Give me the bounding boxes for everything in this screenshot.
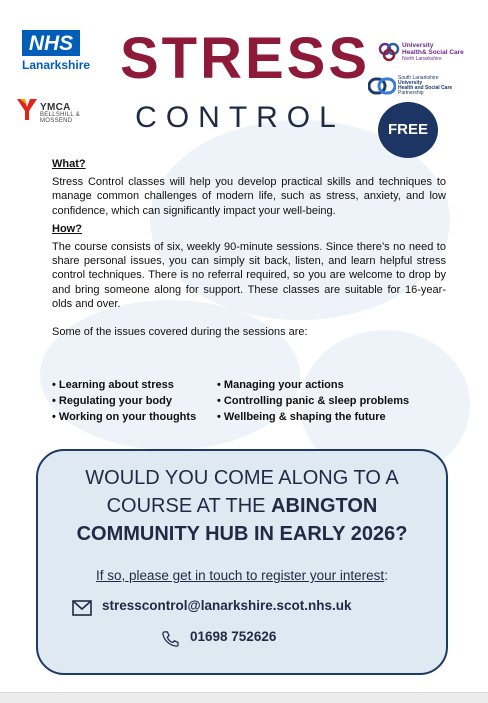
list-item: • Learning about stress: [52, 379, 174, 391]
list-item: • Managing your actions: [217, 379, 344, 391]
hscp-north-line-1: University: [402, 42, 434, 49]
register-text: If so, please get in touch to register your interest: [96, 568, 385, 583]
what-paragraph: Stress Control classes will help you develop practical skills and techniques to manage common challenges of modern life, such as stress, anxiety, and low confidence, which can significantly impact your well-being.: [52, 176, 446, 217]
callout-line-2-plain: COURSE AT THE: [106, 495, 272, 517]
envelope-icon: [72, 600, 92, 616]
list-item: • Regulating your body: [52, 395, 172, 407]
hscp-south-line-3: Health and Social Care: [398, 85, 453, 91]
how-paragraph: The course consists of six, weekly 90-minute sessions. Since there’s no need to share personal issues, you can simply sit back, listen, and learn helpful stress control techniques. There is no referral required, so you are welcome to drop by and bring someone along for support. These classes are suitable for 16-year-olds and over.: [52, 241, 446, 310]
callout-line-3-text: COMMUNITY HUB IN EARLY 2026?: [76, 523, 408, 545]
free-badge: FREE: [378, 102, 438, 158]
body-content: [52, 157, 446, 339]
hscp-south-line-1: South Lanarkshire: [398, 75, 439, 81]
hscp-north-line-2: Health& Social Care: [402, 49, 464, 56]
ymca-name: YMCA: [40, 102, 71, 113]
nhs-lanarkshire-logo: [22, 30, 91, 72]
hscp-south-line-2: University: [398, 80, 423, 86]
nhs-region: Lanarkshire: [22, 58, 91, 72]
ymca-branch: BELLSHILL & MOSSEND: [40, 112, 81, 124]
title-stress: STRESS: [120, 26, 371, 91]
email-contact[interactable]: [72, 598, 432, 618]
north-hscp-logo: [378, 40, 478, 66]
issues-column-right: [217, 377, 409, 425]
nhs-mark: NHS: [22, 30, 80, 56]
list-item: • Controlling panic & sleep problems: [217, 395, 410, 407]
phone-number[interactable]: 01698 752626: [190, 629, 277, 644]
callout-line-2: [36, 492, 448, 520]
register-interest: [36, 568, 448, 583]
hscp-north-line-3: North Lanarkshire: [402, 56, 442, 62]
issues-column-left: [52, 377, 196, 425]
what-heading: What?: [52, 158, 86, 170]
callout-location: ABINGTON: [271, 495, 378, 517]
south-hscp-logo: [368, 76, 474, 96]
email-address[interactable]: stresscontrol@lanarkshire.scot.nhs.uk: [102, 598, 352, 613]
issues-intro: Some of the issues covered during the sessions are:: [52, 326, 308, 339]
callout-line-1: WOULD YOU COME ALONG TO A: [85, 467, 399, 489]
register-colon: :: [384, 568, 388, 583]
how-heading: How?: [52, 222, 82, 235]
list-item: • Wellbeing & shaping the future: [217, 411, 386, 423]
ymca-logo: [16, 97, 106, 123]
phone-icon: [160, 631, 180, 647]
callout-question: [36, 464, 448, 548]
hscp-knot-icon: [378, 42, 400, 62]
callout-line-3: [36, 520, 448, 548]
ymca-y-icon: [16, 97, 38, 121]
hscp-south-line-4: Partnership: [398, 90, 424, 96]
phone-contact[interactable]: [160, 629, 360, 649]
list-item: • Working on your thoughts: [52, 411, 197, 423]
hscp-rings-icon: [368, 76, 396, 96]
title-control: CONTROL: [135, 101, 345, 134]
bottom-strip: [0, 692, 488, 703]
